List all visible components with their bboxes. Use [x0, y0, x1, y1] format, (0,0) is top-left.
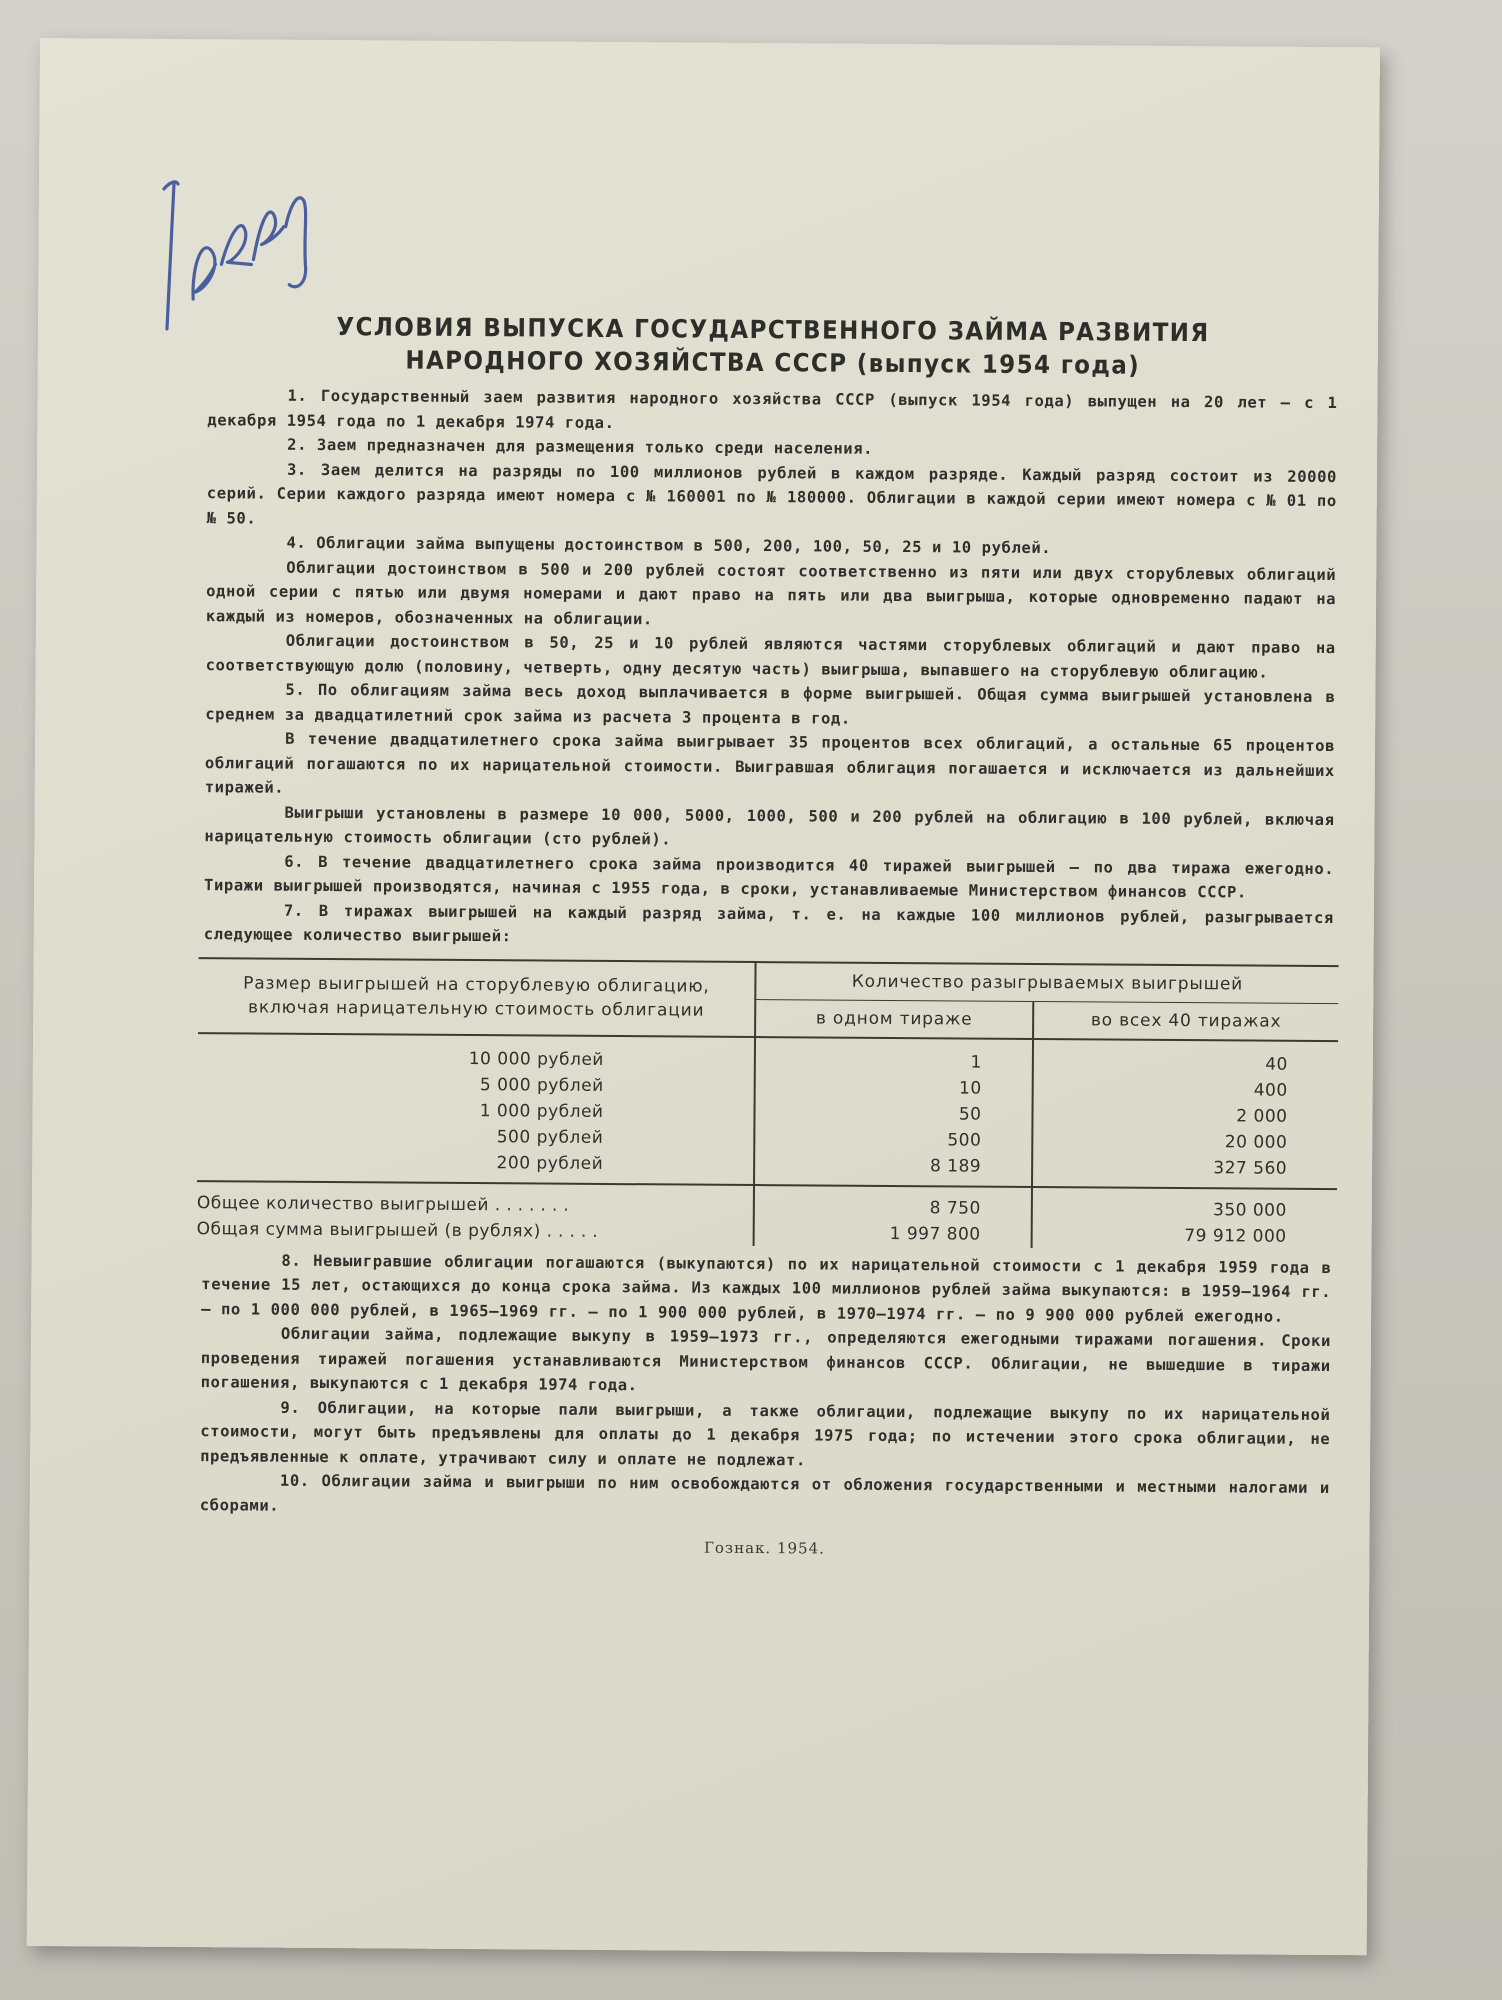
paragraph-3: 3. Заем делится на разряды по 100 миллионов рублей в каждом разряде. Каждый разряд состоит из 20000 серий. Серии каждого разряда имеют номера с № 160001 по № 180000. Облигации в каждой серии имеют номера с № 01 по № 50. — [206, 460, 1338, 528]
prize-size: 1 000 рублей — [197, 1096, 754, 1126]
prize-size: 200 рублей — [197, 1148, 754, 1185]
count-one-draw: 10 — [755, 1074, 1033, 1102]
paragraph-5-prize-amounts: Выигрыши установлены в размере 10 000, 5000, 1000, 500 и 200 рублей на облигацию в 100 рублей, включая нарицательную стоимость облигации (сто рублей). — [204, 803, 1335, 849]
title-line-2: НАРОДНОГО ХОЗЯЙСТВА СССР (выпуск 1954 года) — [405, 345, 1141, 380]
total-label: Общая сумма выигрышей (в рублях) ..... — [197, 1216, 754, 1246]
count-one-draw: 50 — [754, 1100, 1032, 1128]
count-one-draw: 1 — [755, 1037, 1033, 1076]
paragraph-10: 10. Облигации займа и выигрыши по ним освобождаются от обложения государственными и местными налогами и сборами. — [199, 1471, 1330, 1515]
count-all-draws: 400 — [1253, 1079, 1288, 1101]
paragraph-9: 9. Облигации, на которые пали выигрыши, а также облигации, подлежащие выкупу по их нарицательной стоимости, могут быть предъявлены для оплаты до 1 декабря 1975 года; по истечении этого срока облигации, не предъявленные к оплате, утрачивают силу и оплате не подлежат. — [200, 1398, 1331, 1469]
printer-imprint: Гознак. 1954. — [703, 1538, 826, 1558]
paragraph-5-winning-share: В течение двадцатилетнего срока займа выигрывает 35 процентов всех облигаций, а остальные 65 процентов облигаций погашаются по их нарицательной стоимости. Выигравшая облигация погашается и исключается из дальнейших тиражей. — [204, 729, 1336, 797]
paragraph-4-denominations-50-25-10: Облигации достоинством в 50, 25 и 10 рублей являются частями сторублевых облигаций и дают право на соответствующую долю (половину, четверть, одну десятую часть) выигрыша, выпавшего на сторублевую облигацию. — [205, 631, 1336, 682]
paragraph-8: 8. Невыигравшие облигации погашаются (выкупаются) по их нарицательной стоимости с 1 декабря 1959 года в течение 15 лет, остающихся до конца срока займа. Из каждых 100 миллионов рублей займа выкупаются: в 1959—1964 гг. — по 1 000 000 рублей, в 1965—1969 гг. — по 1 900 000 рублей, в 1970—1974 гг. — по 9 900 000 рублей ежегодно. — [201, 1251, 1332, 1326]
count-all-draws: 327 560 — [1032, 1153, 1337, 1188]
header-prize-size: Размер выигрышей на сторублевую облигацию, включая нарицательную стоимость облигации — [198, 958, 756, 1037]
prize-size: 10 000 рублей — [198, 1033, 755, 1074]
total-one-draw: 1 997 800 — [754, 1220, 1032, 1248]
total-one-draw: 8 750 — [754, 1185, 1032, 1222]
count-one-draw: 8 189 — [754, 1152, 1032, 1187]
paragraph-4: 4. Облигации займа выпущены достоинством в 500, 200, 100, 50, 25 и 10 рублей. — [286, 533, 1052, 558]
prize-table — [197, 957, 1339, 1250]
document-sheet — [27, 38, 1380, 1955]
header-one-draw: в одном тираже — [755, 999, 1033, 1038]
prize-size: 5 000 рублей — [198, 1070, 755, 1100]
header-prize-count: Количество разыгрываемых выигрышей — [755, 962, 1338, 1004]
header-all-draws: во всех 40 тиражах — [1033, 1001, 1338, 1041]
document-title — [253, 309, 1293, 382]
paragraph-7: 7. В тиражах выигрышей на каждый разряд займа, т. е. на каждые 100 миллионов рублей, разыгрывается следующее количество выигрышей: — [203, 901, 1334, 946]
total-all-draws: 350 000 — [1212, 1199, 1287, 1221]
paragraph-5: 5. По облигациям займа весь доход выплачивается в форме выигрышей. Общая сумма выигрышей установлена в среднем за двадцатилетний срок займа из расчета 3 процента в год. — [205, 680, 1336, 728]
paragraph-4-denominations-500-200: Облигации достоинством в 500 и 200 рублей состоят соответственно из пяти или двух сторублевых облигаций одной серии с пятью или двумя номерами и дают право на пять или два выигрыша, которые одновременно падают на каждый из номеров, обозначенных на облигации. — [205, 558, 1337, 628]
paragraph-8-redemption-draws: Облигации займа, подлежащие выкупу в 1959—1973 гг., определяются ежегодными тиражами погашения. Сроки проведения тиражей погашения устанавливаются Министерством финансов СССР. Облигации, не вышедшие в тиражи погашения, выкупаются с 1 декабря 1974 года. — [200, 1324, 1331, 1395]
title-line-1: УСЛОВИЯ ВЫПУСКА ГОСУДАРСТВЕННОГО ЗАЙМА РАЗВИТИЯ — [336, 312, 1210, 348]
prize-size: 500 рублей — [197, 1122, 754, 1152]
count-all-draws: 40 — [1265, 1054, 1288, 1075]
paragraph-1: 1. Государственный заем развития народного хозяйства СССР (выпуск 1954 года) выпущен на 20 лет — с 1 декабря 1954 года по 1 декабря 1974 года. — [207, 386, 1338, 432]
total-all-draws: 79 912 000 — [1184, 1225, 1287, 1247]
count-one-draw: 500 — [754, 1126, 1032, 1154]
paragraph-6: 6. В течение двадцатилетнего срока займа производится 40 тиражей выигрышей — по два тиража ежегодно. Тиражи выигрышей производятся, начиная с 1955 года, в сроки, устанавливаемые Министерством финансов СССР. — [204, 852, 1335, 902]
paragraph-2: 2. Заем предназначен для размещения только среди населения. — [287, 435, 874, 458]
document-body — [196, 309, 1338, 1561]
total-label: Общее количество выигрышей ....... — [197, 1181, 754, 1220]
count-all-draws: 20 000 — [1224, 1131, 1288, 1153]
count-all-draws: 2 000 — [1236, 1105, 1288, 1127]
